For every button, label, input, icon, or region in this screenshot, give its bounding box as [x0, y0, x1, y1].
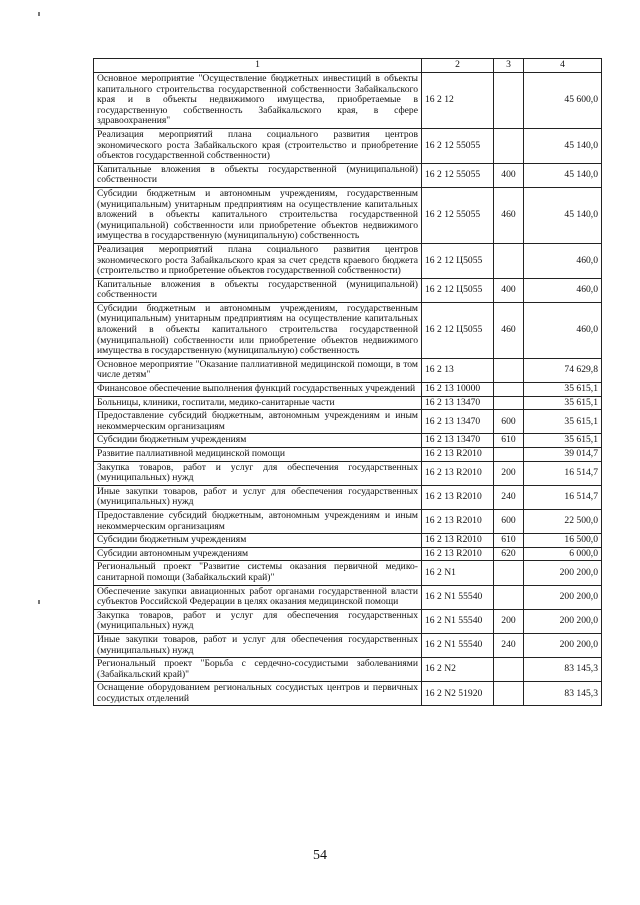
row-name-cell: Реализация мероприятий плана социального развития центров экономического роста Забайкальского края за счет средств краевого бюджета (строительство и приобретение объектов государственной собственности)	[94, 243, 422, 278]
row-code-cell: 16 2 12	[422, 73, 494, 129]
column-header-group: 3	[494, 59, 524, 73]
row-group-cell	[494, 73, 524, 129]
table-body	[94, 73, 602, 706]
row-code-cell: 16 2 13 R2010	[422, 547, 494, 561]
row-code-cell: 16 2 13 R2010	[422, 485, 494, 509]
table-row	[94, 358, 602, 382]
row-sum-cell: 200 200,0	[524, 561, 602, 585]
table-row	[94, 658, 602, 682]
row-name-cell: Закупка товаров, работ и услуг для обеспечения государственных (муниципальных) нужд	[94, 609, 422, 633]
row-code-cell: 16 2 12 Ц5055	[422, 243, 494, 278]
table-row	[94, 633, 602, 657]
row-name-cell: Региональный проект "Развитие системы оказания первичной медико-санитарной помощи (Забайкальский край)"	[94, 561, 422, 585]
table-row	[94, 561, 602, 585]
row-name-cell: Финансовое обеспечение выполнения функций государственных учреждений	[94, 383, 422, 397]
row-code-cell: 16 2 N1 55540	[422, 633, 494, 657]
row-group-cell	[494, 658, 524, 682]
row-name-cell: Капитальные вложения в объекты государственной (муниципальной) собственности	[94, 278, 422, 302]
budget-table	[93, 58, 602, 706]
row-group-cell: 600	[494, 410, 524, 434]
row-group-cell: 610	[494, 434, 524, 448]
row-group-cell	[494, 448, 524, 462]
table-row	[94, 73, 602, 129]
table-row	[94, 448, 602, 462]
table-row	[94, 509, 602, 533]
row-code-cell: 16 2 13 R2010	[422, 461, 494, 485]
table-header-row	[94, 59, 602, 73]
row-code-cell: 16 2 N1 55540	[422, 609, 494, 633]
table-row	[94, 547, 602, 561]
row-name-cell: Предоставление субсидий бюджетным, автономным учреждениям и иным некоммерческим организациям	[94, 410, 422, 434]
row-sum-cell: 460,0	[524, 302, 602, 358]
table-row	[94, 243, 602, 278]
row-group-cell	[494, 383, 524, 397]
row-name-cell: Основное мероприятие "Осуществление бюджетных инвестиций в объекты капитального строительства государственной собственности Забайкальского края и в объекты недвижимого имущества, приобретаемые в государственную собственность Забайкальского края, в сфере здравоохранения"	[94, 73, 422, 129]
row-code-cell: 16 2 13 R2010	[422, 448, 494, 462]
column-header-name: 1	[94, 59, 422, 73]
row-code-cell: 16 2 12 Ц5055	[422, 302, 494, 358]
row-name-cell: Субсидии бюджетным учреждениям	[94, 434, 422, 448]
table-row	[94, 682, 602, 706]
row-code-cell: 16 2 N2 51920	[422, 682, 494, 706]
row-sum-cell: 200 200,0	[524, 585, 602, 609]
row-group-cell: 610	[494, 534, 524, 548]
scan-margin-mark	[38, 600, 40, 604]
row-sum-cell: 22 500,0	[524, 509, 602, 533]
row-name-cell: Иные закупки товаров, работ и услуг для обеспечения государственных (муниципальных) нужд	[94, 633, 422, 657]
row-group-cell: 460	[494, 302, 524, 358]
row-name-cell: Иные закупки товаров, работ и услуг для обеспечения государственных (муниципальных) нужд	[94, 485, 422, 509]
row-group-cell: 460	[494, 187, 524, 243]
row-group-cell	[494, 128, 524, 163]
row-code-cell: 16 2 13 13470	[422, 434, 494, 448]
row-sum-cell: 35 615,1	[524, 396, 602, 410]
page-number: 54	[313, 848, 327, 863]
row-code-cell: 16 2 N2	[422, 658, 494, 682]
row-sum-cell: 45 600,0	[524, 73, 602, 129]
row-code-cell: 16 2 N1	[422, 561, 494, 585]
table-row	[94, 461, 602, 485]
row-sum-cell: 6 000,0	[524, 547, 602, 561]
row-sum-cell: 200 200,0	[524, 609, 602, 633]
row-name-cell: Субсидии бюджетным и автономным учреждениям, государственным (муниципальным) унитарным предприятиям на осуществление капитальных вложений в объекты капитального строительства государственной (муниципальной) собственности или приобретение объектов недвижимого имущества в государственную (муниципальную) собственность	[94, 187, 422, 243]
row-code-cell: 16 2 12 55055	[422, 128, 494, 163]
row-sum-cell: 35 615,1	[524, 410, 602, 434]
row-code-cell: 16 2 13 10000	[422, 383, 494, 397]
row-group-cell: 600	[494, 509, 524, 533]
row-code-cell: 16 2 12 55055	[422, 163, 494, 187]
column-header-sum: 4	[524, 59, 602, 73]
row-sum-cell: 45 140,0	[524, 128, 602, 163]
row-name-cell: Основное мероприятие "Оказание паллиативной медицинской помощи, в том числе детям"	[94, 358, 422, 382]
row-sum-cell: 74 629,8	[524, 358, 602, 382]
row-sum-cell: 45 140,0	[524, 163, 602, 187]
table-row	[94, 278, 602, 302]
row-group-cell: 400	[494, 278, 524, 302]
row-sum-cell: 460,0	[524, 278, 602, 302]
row-sum-cell: 83 145,3	[524, 658, 602, 682]
row-group-cell	[494, 358, 524, 382]
row-group-cell: 620	[494, 547, 524, 561]
table-row	[94, 609, 602, 633]
row-code-cell: 16 2 N1 55540	[422, 585, 494, 609]
table-row	[94, 534, 602, 548]
table-row	[94, 485, 602, 509]
row-name-cell: Капитальные вложения в объекты государственной (муниципальной) собственности	[94, 163, 422, 187]
scan-margin-mark	[38, 12, 40, 16]
row-name-cell: Реализация мероприятий плана социального развития центров экономического роста Забайкальского края (строительство и приобретение объектов государственной собственности)	[94, 128, 422, 163]
row-code-cell: 16 2 13 R2010	[422, 509, 494, 533]
table-row	[94, 128, 602, 163]
row-name-cell: Субсидии бюджетным и автономным учреждениям, государственным (муниципальным) унитарным предприятиям на осуществление капитальных вложений в объекты капитального строительства государственной (муниципальной) собственности или приобретение объектов недвижимого имущества в государственную (муниципальную) собственность	[94, 302, 422, 358]
row-group-cell: 400	[494, 163, 524, 187]
row-name-cell: Субсидии автономным учреждениям	[94, 547, 422, 561]
row-sum-cell: 45 140,0	[524, 187, 602, 243]
row-sum-cell: 16 514,7	[524, 461, 602, 485]
row-name-cell: Больницы, клиники, госпитали, медико-санитарные части	[94, 396, 422, 410]
table-row	[94, 383, 602, 397]
table-row	[94, 302, 602, 358]
row-sum-cell: 35 615,1	[524, 434, 602, 448]
row-code-cell: 16 2 12 Ц5055	[422, 278, 494, 302]
row-group-cell	[494, 396, 524, 410]
row-sum-cell: 16 500,0	[524, 534, 602, 548]
table-row	[94, 585, 602, 609]
table-row	[94, 187, 602, 243]
row-group-cell: 200	[494, 461, 524, 485]
row-code-cell: 16 2 12 55055	[422, 187, 494, 243]
row-name-cell: Предоставление субсидий бюджетным, автономным учреждениям и иным некоммерческим организациям	[94, 509, 422, 533]
row-sum-cell: 35 615,1	[524, 383, 602, 397]
row-code-cell: 16 2 13 13470	[422, 396, 494, 410]
row-name-cell: Региональный проект "Борьба с сердечно-сосудистыми заболеваниями (Забайкальский край)"	[94, 658, 422, 682]
table-row	[94, 434, 602, 448]
row-group-cell: 200	[494, 609, 524, 633]
table-row	[94, 163, 602, 187]
row-sum-cell: 83 145,3	[524, 682, 602, 706]
row-group-cell	[494, 682, 524, 706]
row-sum-cell: 200 200,0	[524, 633, 602, 657]
row-group-cell	[494, 585, 524, 609]
row-code-cell: 16 2 13 R2010	[422, 534, 494, 548]
table-row	[94, 396, 602, 410]
row-group-cell	[494, 561, 524, 585]
row-sum-cell: 16 514,7	[524, 485, 602, 509]
row-sum-cell: 460,0	[524, 243, 602, 278]
row-code-cell: 16 2 13 13470	[422, 410, 494, 434]
row-name-cell: Оснащение оборудованием региональных сосудистых центров и первичных сосудистых отделений	[94, 682, 422, 706]
column-header-code: 2	[422, 59, 494, 73]
row-group-cell: 240	[494, 633, 524, 657]
row-name-cell: Развитие паллиативной медицинской помощи	[94, 448, 422, 462]
row-name-cell: Закупка товаров, работ и услуг для обеспечения государственных (муниципальных) нужд	[94, 461, 422, 485]
row-group-cell	[494, 243, 524, 278]
row-name-cell: Обеспечение закупки авиационных работ органами государственной власти субъектов Российской Федерации в целях оказания медицинской помощи	[94, 585, 422, 609]
row-sum-cell: 39 014,7	[524, 448, 602, 462]
table-row	[94, 410, 602, 434]
row-code-cell: 16 2 13	[422, 358, 494, 382]
row-name-cell: Субсидии бюджетным учреждениям	[94, 534, 422, 548]
row-group-cell: 240	[494, 485, 524, 509]
